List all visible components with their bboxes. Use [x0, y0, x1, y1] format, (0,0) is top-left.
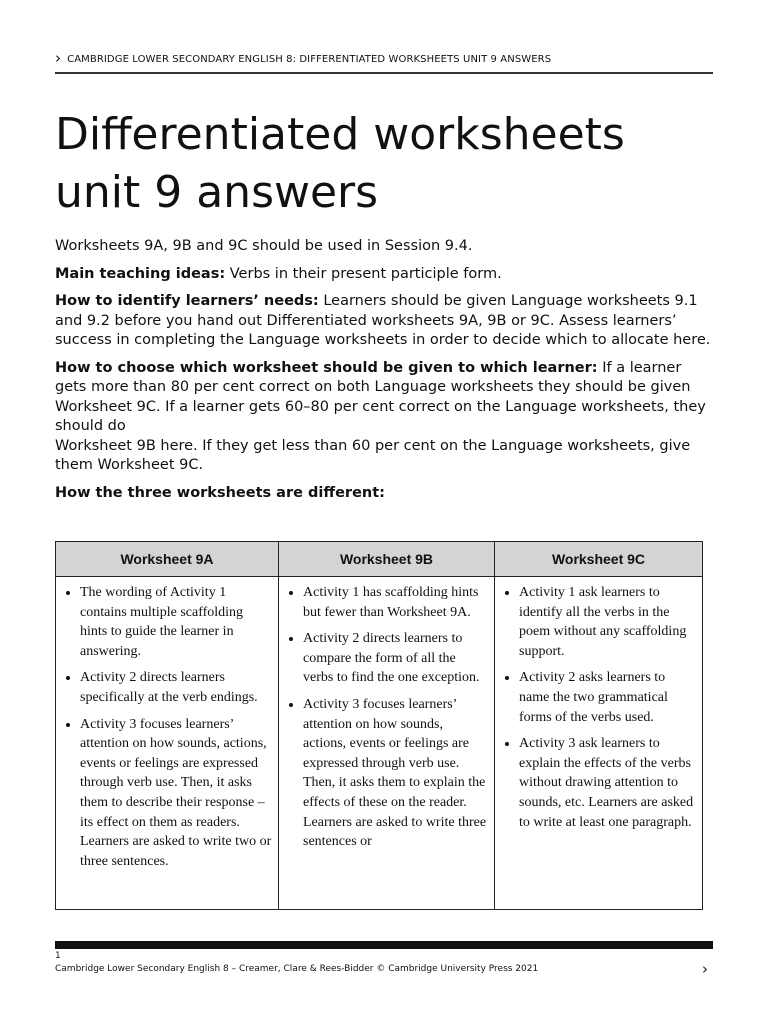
- main-teaching-ideas-label: Main teaching ideas:: [55, 265, 226, 282]
- chevron-right-icon: ›: [55, 49, 62, 67]
- identify-needs-label: How to identify learners’ needs:: [55, 293, 319, 309]
- table-row: [56, 577, 703, 910]
- table-header-row: [56, 542, 703, 577]
- header-text: CAMBRIDGE LOWER SECONDARY ENGLISH 8: DIFFERENTIATED WORKSHEETS UNIT 9 ANSWERS: [67, 54, 552, 65]
- list-item: • Activity 3 ask learners to explain the effects of the verbs without drawing attention to sounds, etc. Learners are asked to write at least one paragraph.: [519, 734, 696, 832]
- page-title: Differentiated worksheets unit 9 answers: [55, 109, 625, 218]
- header-worksheet-9b: Worksheet 9B: [279, 542, 495, 577]
- list-item: • Activity 1 has scaffolding hints but fewer than Worksheet 9A.: [303, 583, 488, 622]
- choose-worksheet-text-2: Worksheet 9B here. If they get less than 60 per cent on the Language worksheets, give them Worksheet 9C.: [55, 437, 691, 473]
- identify-needs-text: Learners should be given Language worksheets 9.1 and 9.2 before you hand out Differentiated worksheets 9A, 9B or 9C. Assess learners’ success in completing the Language worksheets in order to decide which to allocate here.: [55, 293, 711, 348]
- main-teaching-ideas-text: Verbs in their present participle form.: [225, 265, 502, 282]
- cell-worksheet-9a: [56, 577, 279, 910]
- list-item: • Activity 1 ask learners to identify all the verbs in the poem without any scaffolding support.: [519, 583, 696, 661]
- list-item: • Activity 2 directs learners to compare the form of all the verbs to find the one exception.: [303, 629, 488, 688]
- identify-needs-paragraph: [55, 292, 715, 351]
- cell-worksheet-9b: [279, 577, 495, 910]
- list-item: • Activity 2 directs learners specifically at the verb endings.: [80, 668, 272, 707]
- choose-worksheet-label: How to choose which worksheet should be given to which learner:: [55, 359, 598, 376]
- list-item: • Activity 3 focuses learners’ attention on how sounds, actions, events or feelings are expressed through verb use. Then, it asks them to explain the effects of these on the reader. Learners are asked to write three sentences or: [303, 695, 488, 852]
- list-item: • Activity 2 asks learners to name the two grammatical forms of the verbs used.: [519, 668, 696, 727]
- worksheet-comparison-table: [55, 541, 703, 910]
- list-item: • Activity 3 focuses learners’ attention on how sounds, actions, events or feelings are expressed through verb use. Then, it asks them to describe their response – its effect on them as readers. Learners are asked to write two or three sentences.: [80, 715, 272, 872]
- footer-divider: [55, 941, 713, 949]
- difference-heading: How the three worksheets are different:: [55, 484, 385, 501]
- choose-worksheet-text-1: If a learner gets more than 80 per cent correct on both Language worksheets they should be given Worksheet 9C. If a learner gets 60–80 per cent correct on the Language worksheets, they should do: [55, 359, 706, 434]
- header-divider: [55, 72, 713, 74]
- cell-worksheet-9c: [495, 577, 703, 910]
- page-number: 1: [55, 951, 61, 961]
- header-worksheet-9c: Worksheet 9C: [495, 542, 703, 577]
- choose-worksheet-paragraph: [55, 359, 715, 476]
- footer-copyright: Cambridge Lower Secondary English 8 – Creamer, Clare & Rees-Bidder © Cambridge University Press 2021: [55, 964, 539, 974]
- document-body: [55, 237, 715, 511]
- main-teaching-ideas: [55, 265, 715, 285]
- intro-paragraph: Worksheets 9A, 9B and 9C should be used in Session 9.4.: [55, 238, 473, 254]
- chevron-right-icon: ›: [702, 960, 708, 978]
- header-worksheet-9a: Worksheet 9A: [56, 542, 279, 577]
- list-item: • The wording of Activity 1 contains multiple scaffolding hints to guide the learner in answering.: [80, 583, 272, 661]
- running-header: [55, 48, 713, 66]
